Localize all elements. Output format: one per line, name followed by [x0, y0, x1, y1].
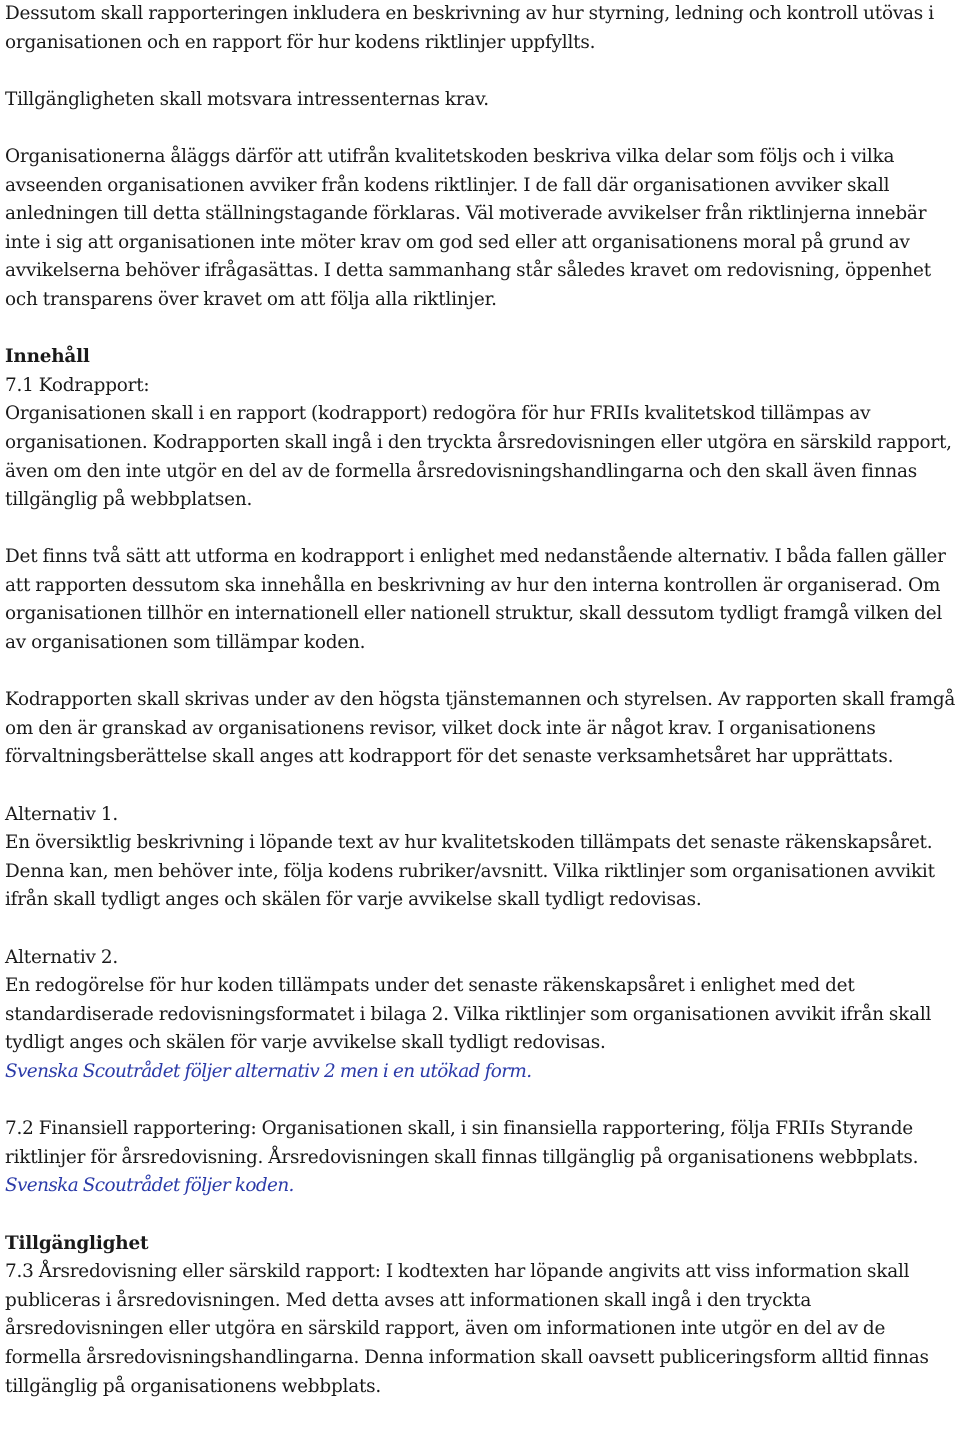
spacer: [5, 315, 960, 344]
spacer: [5, 515, 960, 544]
alternative-1-title: Alternativ 1.: [5, 803, 118, 825]
spacer: [5, 1201, 960, 1230]
spacer: [5, 1087, 960, 1116]
scoutradet-note-alternative: Svenska Scoutrådet följer alternativ 2 men i en utökad form.: [5, 1060, 532, 1082]
paragraph-reporting-scope: Dessutom skall rapporteringen inkludera en beskrivning av hur styrning, ledning och kontroll utövas i organisationen och en rapport för hur kodens riktlinjer uppfyllts.: [5, 3, 934, 53]
heading-innehall: Innehåll: [5, 346, 90, 368]
spacer: [5, 57, 960, 86]
heading-tillganglighet: Tillgänglighet: [5, 1232, 149, 1254]
alternative-1-body: En översiktlig beskrivning i löpande text av hur kvalitetskoden tillämpats det senaste räkenskapsåret. Denna kan, men behöver inte, följa kodens rubriker/avsnitt. Vilka riktlinjer som organisationen avvikit ifrån skall tydligt anges och skälen för varje avvikelse skall tydligt redovisas.: [5, 832, 935, 911]
paragraph-accessibility-requirement: Tillgängligheten skall motsvara intressenternas krav.: [5, 88, 489, 110]
paragraph-deviations: Organisationerna åläggs därför att utifrån kvalitetskoden beskriva vilka delar som följs och i vilka avseenden organisationen avviker från kodens riktlinjer. I de fall där organisationen avviker skall anledningen till detta ställningstagande förklaras. Väl motiverade avvikelser från riktlinjerna innebär inte i sig att organisationen inte möter krav om god sed eller att organisationens moral på grund av avvikelserna behöver ifrågasättas. I detta sammanhang står således kravet om redovisning, öppenhet och transparens över kravet om att följa alla riktlinjer.: [5, 145, 931, 310]
spacer: [5, 114, 960, 143]
paragraph-signing: Kodrapporten skall skrivas under av den högsta tjänstemannen och styrelsen. Av rapporten skall framgå om den är granskad av organisationens revisor, vilket dock inte är något krav. I organisationens förvaltningsberättelse skall anges att kodrapport för det senaste verksamhetsåret har upprättats.: [5, 689, 956, 768]
spacer: [5, 658, 960, 687]
alternative-2-body: En redogörelse för hur koden tillämpats under det senaste räkenskapsåret i enlighet med det standardiserade redovisningsformatet i bilaga 2. Vilka riktlinjer som organisationen avvikit ifrån skall tydligt anges och skälen för varje avvikelse skall tydligt redovisas.: [5, 975, 932, 1054]
scoutradet-note-code: Svenska Scoutrådet följer koden.: [5, 1175, 294, 1197]
section-7-3-body: 7.3 Årsredovisning eller särskild rapport: I kodtexten har löpande angivits att viss information skall publiceras i årsredovisningen. Med detta avses att informationen skall ingå i den tryckta årsredovisningen eller utgöra en särskild rapport, även om informationen inte utgör en del av de formella årsredovisningshandlingarna. Denna information skall oavsett publiceringsform alltid finnas tillgänglig på organisationens webbplats.: [5, 1261, 929, 1397]
spacer: [5, 772, 960, 801]
spacer: [5, 915, 960, 944]
alternative-2-title: Alternativ 2.: [5, 946, 118, 968]
section-7-2-body: 7.2 Finansiell rapportering: Organisationen skall, i sin finansiella rapportering, följa FRIIs Styrande riktlinjer för årsredovisning. Årsredovisningen skall finnas tillgänglig på organisationens webbplats.: [5, 1118, 919, 1168]
paragraph-two-alternatives: Det finns två sätt att utforma en kodrapport i enlighet med nedanstående alternativ. I båda fallen gäller att rapporten dessutom ska innehålla en beskrivning av hur den interna kontrollen är organiserad. Om organisationen tillhör en internationell eller nationell struktur, skall dessutom tydligt framgå vilken del av organisationen som tillämpar koden.: [5, 546, 946, 654]
section-7-1-title: 7.1 Kodrapport:: [5, 374, 150, 396]
section-7-1-body: Organisationen skall i en rapport (kodrapport) redogöra för hur FRIIs kvalitetskod tillämpas av organisationen. Kodrapporten skall ingå i den tryckta årsredovisningen eller utgöra en särskild rapport, även om den inte utgör en del av de formella årsredovisningshandlingarna och den skall även finnas tillgänglig på webbplatsen.: [5, 403, 952, 511]
